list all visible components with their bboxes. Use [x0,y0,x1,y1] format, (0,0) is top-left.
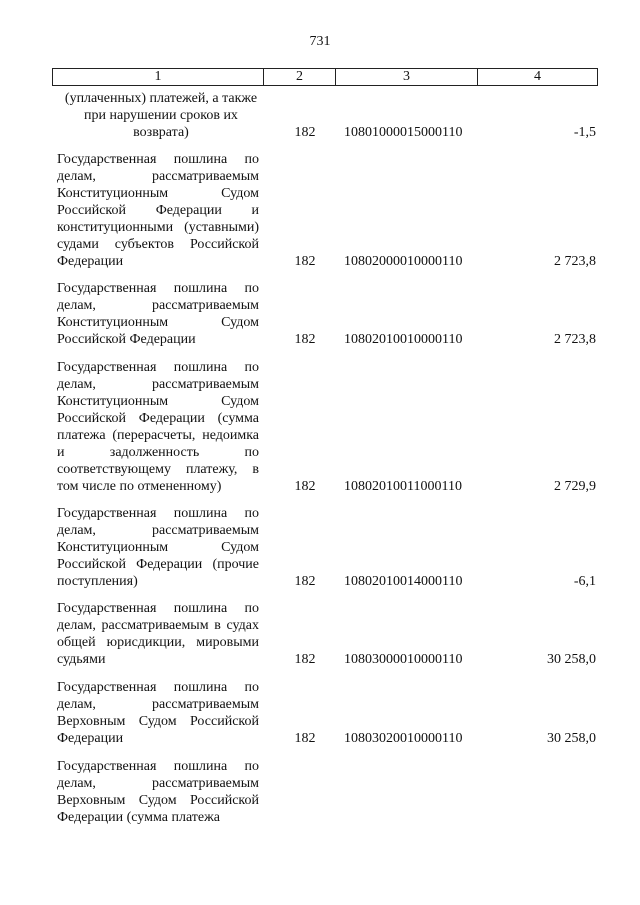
row-kbk: 10801000015000110 [344,125,463,140]
row-kbk: 10802010014000110 [344,574,463,589]
column-header-3: 3 [336,69,478,86]
column-header-row [53,69,598,86]
row-amount: 2 729,9 [554,479,596,494]
page-number: 731 [309,34,331,49]
column-header-1: 1 [53,69,264,86]
row-amount: -6,1 [573,574,596,589]
row-code: 182 [294,332,316,347]
row-code: 182 [294,254,316,269]
column-header-table [52,68,598,86]
row-description: Государственная пошлина по делам, рассматриваемым Конституционным Судом Российской Федерации (прочие поступления) [57,506,259,589]
row-amount: 2 723,8 [554,332,596,347]
row-kbk: 10802010011000110 [344,479,462,494]
column-header-2: 2 [264,69,336,86]
row-description: (уплаченных) платежей, а также при нарушении сроков их возврата) [64,91,258,140]
row-kbk: 10803000010000110 [344,652,463,667]
row-code: 182 [294,125,316,140]
row-amount: 30 258,0 [547,731,596,746]
row-amount: 2 723,8 [554,254,596,269]
row-code: 182 [294,652,316,667]
row-amount: 30 258,0 [547,652,596,667]
row-description: Государственная пошлина по делам, рассматриваемым Конституционным Судом Российской Федерации (сумма платежа (перерасчеты, недоимка и задолженность по соответствующему платежу, в том числе по отмененному) [57,360,259,494]
row-code: 182 [294,574,316,589]
row-kbk: 10802000010000110 [344,254,463,269]
row-amount: -1,5 [573,125,596,140]
row-kbk: 10803020010000110 [344,731,463,746]
row-code: 182 [294,479,316,494]
row-description: Государственная пошлина по делам, рассматриваемым в судах общей юрисдикции, мировыми судьями [57,601,259,667]
row-code: 182 [294,731,316,746]
row-description: Государственная пошлина по делам, рассматриваемым Верховным Судом Российской Федерации [57,680,259,746]
row-description: Государственная пошлина по делам, рассматриваемым Конституционным Судом Российской Федерации и конституционными (уставными) судами субъектов Российской Федерации [57,152,259,269]
row-description: Государственная пошлина по делам, рассматриваемым Конституционным Судом Российской Федерации [57,281,259,347]
row-description: Государственная пошлина по делам, рассматриваемым Верховным Судом Российской Федерации (сумма платежа [57,759,259,825]
row-kbk: 10802010010000110 [344,332,463,347]
column-header-4: 4 [478,69,598,86]
